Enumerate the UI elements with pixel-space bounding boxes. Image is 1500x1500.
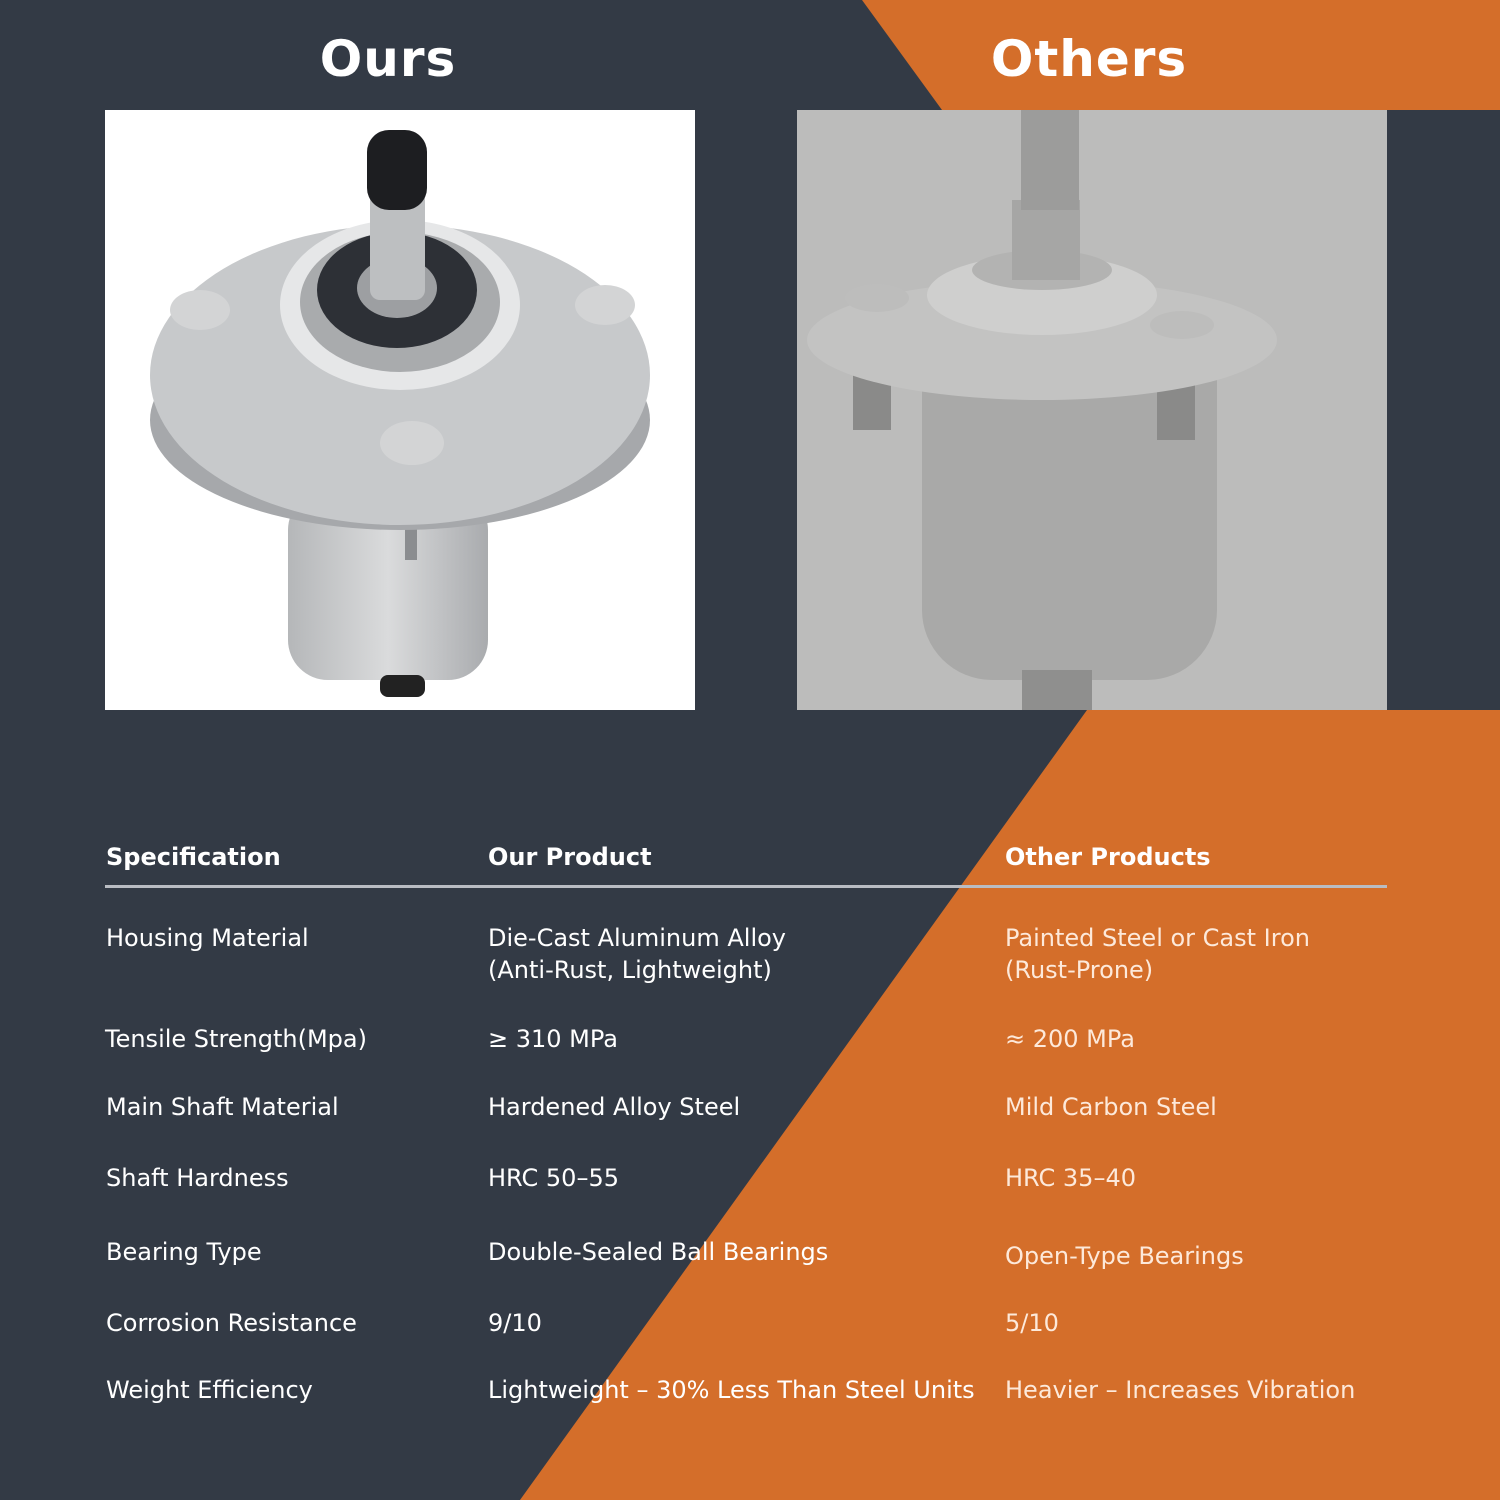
spec-main-shaft-material: Main Shaft Material bbox=[106, 1093, 339, 1121]
ours-housing-material-line1: Die-Cast Aluminum Alloy bbox=[488, 924, 786, 952]
ours-corrosion-resistance: 9/10 bbox=[488, 1309, 542, 1337]
spec-weight-efficiency: Weight Efficiency bbox=[106, 1376, 313, 1404]
ours-tensile-strength: ≥ 310 MPa bbox=[488, 1025, 618, 1053]
ours-housing-material-line2: (Anti-Rust, Lightweight) bbox=[488, 956, 772, 984]
others-housing-material-line1: Painted Steel or Cast Iron bbox=[1005, 924, 1310, 952]
others-corrosion-resistance: 5/10 bbox=[1005, 1309, 1059, 1337]
spec-corrosion-resistance: Corrosion Resistance bbox=[106, 1309, 357, 1337]
others-weight-efficiency: Heavier – Increases Vibration bbox=[1005, 1376, 1356, 1404]
ours-weight-efficiency: Lightweight – 30% Less Than Steel Units bbox=[488, 1376, 975, 1404]
our-product-image bbox=[105, 110, 695, 710]
others-tensile-strength: ≈ 200 MPa bbox=[1005, 1025, 1135, 1053]
other-product-image bbox=[797, 110, 1387, 710]
others-heading: Others bbox=[990, 30, 1188, 88]
spec-housing-material: Housing Material bbox=[106, 924, 309, 952]
spec-bearing-type: Bearing Type bbox=[106, 1238, 262, 1266]
header-our-product: Our Product bbox=[488, 843, 652, 871]
table-divider bbox=[105, 885, 1387, 888]
ours-shaft-hardness: HRC 50–55 bbox=[488, 1164, 619, 1192]
spec-shaft-hardness: Shaft Hardness bbox=[106, 1164, 289, 1192]
spec-tensile-strength: Tensile Strength(Mpa) bbox=[105, 1025, 367, 1053]
header-other-products: Other Products bbox=[1005, 843, 1211, 871]
others-main-shaft-material: Mild Carbon Steel bbox=[1005, 1093, 1217, 1121]
ours-heading: Ours bbox=[319, 30, 457, 88]
ours-main-shaft-material: Hardened Alloy Steel bbox=[488, 1093, 741, 1121]
others-shaft-hardness: HRC 35–40 bbox=[1005, 1164, 1136, 1192]
others-bearing-type: Open-Type Bearings bbox=[1005, 1242, 1244, 1270]
header-specification: Specification bbox=[106, 843, 281, 871]
ours-bearing-type: Double-Sealed Ball Bearings bbox=[488, 1238, 829, 1266]
others-housing-material-line2: (Rust-Prone) bbox=[1005, 956, 1154, 984]
